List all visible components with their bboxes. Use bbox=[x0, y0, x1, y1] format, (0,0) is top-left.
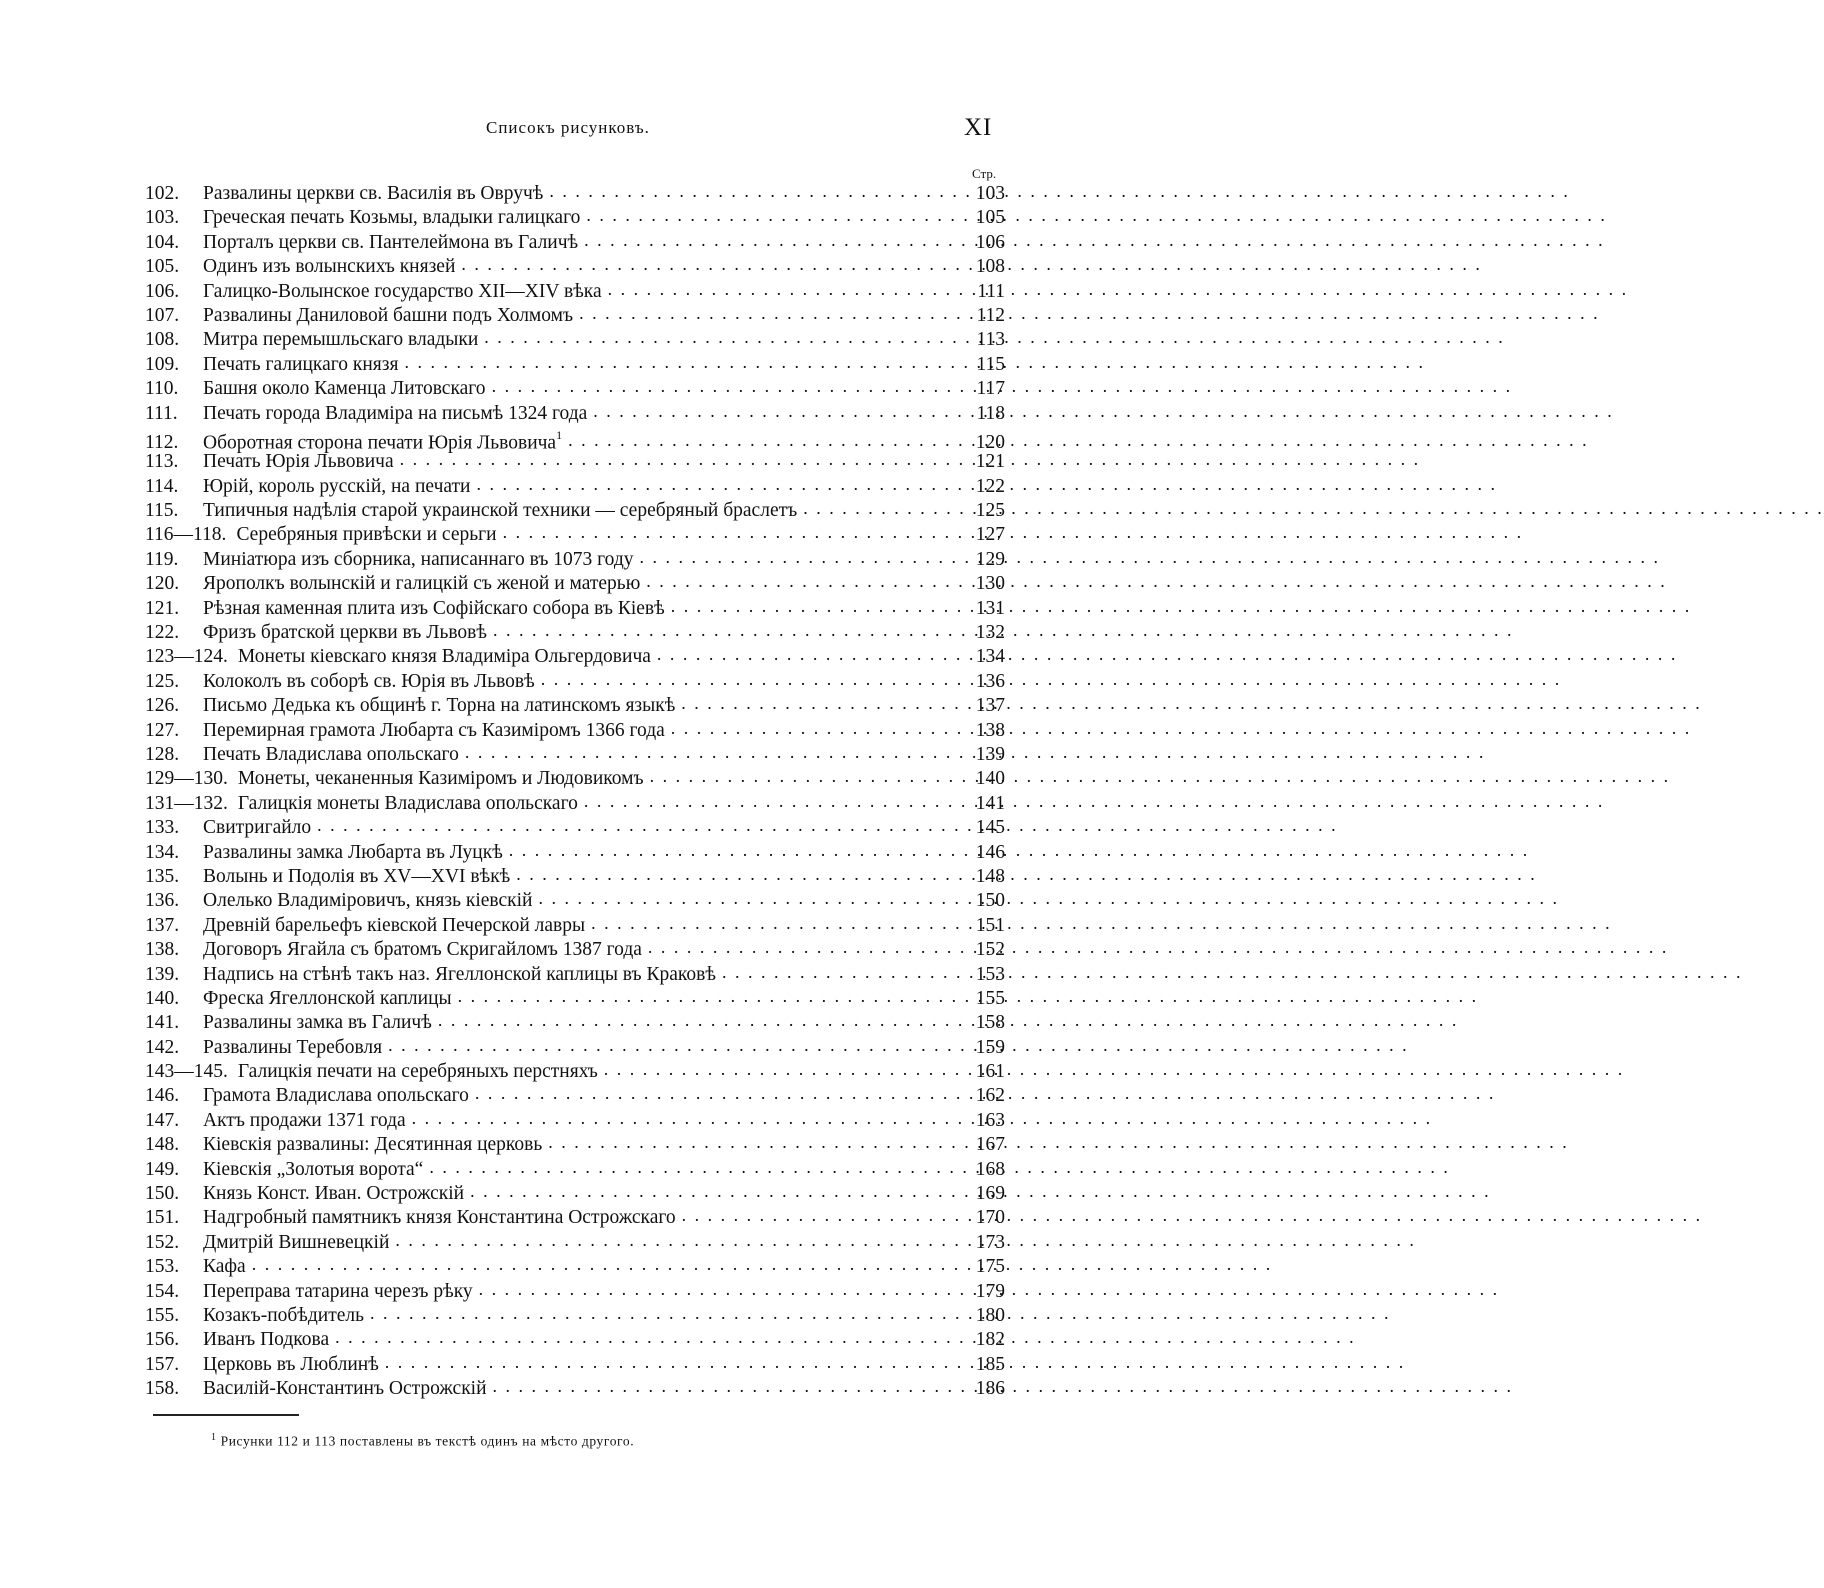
list-item bbox=[145, 596, 1005, 620]
page-ref: 120 bbox=[975, 432, 1005, 454]
footnote-rule bbox=[153, 1414, 299, 1416]
figure-title-text: Башня около Каменца Литовскаго bbox=[203, 378, 486, 400]
figure-number: 125. bbox=[145, 670, 180, 692]
page-ref: 139 bbox=[975, 743, 1005, 765]
dot-leader bbox=[657, 642, 965, 667]
page-ref: 115 bbox=[976, 353, 1005, 375]
dot-leader bbox=[470, 1179, 965, 1204]
figure-number: 122. bbox=[145, 622, 180, 644]
figure-list bbox=[145, 181, 1005, 1401]
dot-leader bbox=[671, 594, 965, 619]
page-ref: 121 bbox=[975, 451, 1005, 473]
list-item bbox=[145, 913, 1005, 937]
dot-leader bbox=[650, 764, 965, 789]
figure-number: 139. bbox=[145, 963, 180, 985]
dot-leader bbox=[335, 1325, 965, 1350]
running-head bbox=[0, 114, 1163, 144]
dot-leader bbox=[479, 1277, 965, 1302]
list-item bbox=[145, 766, 1005, 790]
figure-title-text: Кіевскія развалины: Десятинная церковь bbox=[203, 1134, 543, 1156]
figure-title bbox=[203, 255, 455, 279]
dot-leader bbox=[493, 618, 965, 643]
dot-leader bbox=[648, 935, 965, 960]
figure-number: 121. bbox=[145, 597, 180, 619]
page-ref: 169 bbox=[975, 1183, 1005, 1205]
page-ref: 179 bbox=[975, 1280, 1005, 1302]
figure-number: 109. bbox=[145, 353, 180, 375]
list-item bbox=[145, 449, 1005, 473]
figure-number: 104. bbox=[145, 231, 180, 253]
figure-title-text: Кіевскія „Золотыя ворота“ bbox=[203, 1158, 424, 1180]
figure-number: 123—124. bbox=[145, 646, 228, 668]
figure-title bbox=[203, 572, 640, 596]
page-column-header: Стр. bbox=[972, 166, 997, 181]
list-item bbox=[145, 1205, 1005, 1229]
dot-leader bbox=[412, 1106, 965, 1131]
dot-leader bbox=[509, 838, 965, 863]
figure-title bbox=[203, 694, 675, 718]
list-item bbox=[145, 1181, 1005, 1205]
page-ref: 170 bbox=[975, 1207, 1005, 1229]
figure-title-text: Греческая печать Козьмы, владыки галицкаго bbox=[203, 207, 581, 229]
dot-leader bbox=[461, 252, 965, 277]
list-item bbox=[145, 254, 1005, 278]
dot-leader bbox=[646, 569, 965, 594]
page-ref: 145 bbox=[975, 817, 1005, 839]
figure-title bbox=[203, 377, 486, 401]
figure-number: 119. bbox=[145, 548, 179, 570]
list-item bbox=[145, 1010, 1005, 1034]
page-ref: 122 bbox=[975, 475, 1005, 497]
figure-title-text: Развалины Теребовля bbox=[203, 1036, 383, 1058]
figure-title-text: Фризъ братской церкви въ Львовѣ bbox=[203, 622, 487, 644]
dot-leader bbox=[385, 1350, 965, 1375]
figure-title-text: Печать города Владиміра на письмѣ 1324 года bbox=[203, 402, 588, 424]
list-item bbox=[145, 181, 1005, 205]
figure-title bbox=[203, 1353, 379, 1377]
figure-title-text: Развалины замка Любарта въ Луцкѣ bbox=[203, 841, 503, 863]
dot-leader bbox=[803, 496, 965, 521]
dot-leader bbox=[492, 374, 965, 399]
figure-title-text: Печать галицкаго князя bbox=[203, 353, 399, 375]
figure-title bbox=[203, 206, 580, 230]
figure-number: 126. bbox=[145, 695, 180, 717]
page-ref: 152 bbox=[975, 939, 1005, 961]
figure-title-text: Надгробный памятникъ князя Константина Острожскаго bbox=[203, 1207, 676, 1229]
list-item bbox=[145, 303, 1005, 327]
figure-title bbox=[203, 841, 503, 865]
figure-number: 131—132. bbox=[145, 792, 228, 814]
dot-leader bbox=[681, 691, 965, 716]
list-item bbox=[145, 1254, 1005, 1278]
figure-title bbox=[203, 938, 642, 962]
dot-leader bbox=[317, 813, 965, 838]
page-ref: 106 bbox=[975, 231, 1005, 253]
figure-number: 140. bbox=[145, 987, 180, 1009]
list-item bbox=[145, 474, 1005, 498]
page-ref: 186 bbox=[975, 1378, 1005, 1400]
page-ref: 140 bbox=[975, 768, 1005, 790]
page-ref: 148 bbox=[975, 865, 1005, 887]
figure-title-text: Грамота Владислава опольскаго bbox=[203, 1085, 469, 1107]
list-item bbox=[145, 1035, 1005, 1059]
figure-title-text: Письмо Дедька къ общинѣ г. Торна на латинскомъ языкѣ bbox=[203, 695, 676, 717]
figure-number: 115. bbox=[145, 500, 179, 522]
page-ref: 151 bbox=[975, 914, 1005, 936]
figure-title-text: Колоколъ въ соборѣ св. Юрія въ Львовѣ bbox=[203, 670, 535, 692]
figure-number: 154. bbox=[145, 1280, 180, 1302]
dot-leader bbox=[370, 1301, 965, 1326]
dot-leader bbox=[671, 716, 965, 741]
figure-title bbox=[203, 353, 398, 377]
figure-title-text: Олелько Владиміровичъ, князь кіевскій bbox=[203, 890, 533, 912]
figure-number: 136. bbox=[145, 890, 180, 912]
figure-title-text: Галицкія монеты Владислава опольскаго bbox=[237, 792, 578, 814]
dot-leader bbox=[541, 667, 965, 692]
figure-title-text: Монеты кіевскаго князя Владиміра Ольгердовича bbox=[237, 646, 651, 668]
footnote bbox=[211, 1432, 634, 1450]
page-ref: 168 bbox=[975, 1158, 1005, 1180]
list-item bbox=[145, 425, 1005, 454]
figure-title bbox=[203, 1158, 423, 1182]
figure-title-text: Козакъ-побѣдитель bbox=[203, 1304, 365, 1326]
list-item bbox=[145, 840, 1005, 864]
list-item bbox=[145, 644, 1005, 668]
page-ref: 153 bbox=[975, 963, 1005, 985]
dot-leader bbox=[475, 1081, 965, 1106]
figure-number: 133. bbox=[145, 817, 180, 839]
figure-title-text: Галицко-Волынское государство XII—XIV вѣка bbox=[203, 280, 602, 302]
footnote-text: Рисунки 112 и 113 поставлены въ текстѣ одинъ на мѣсто другого. bbox=[220, 1433, 635, 1449]
page-ref: 182 bbox=[975, 1329, 1005, 1351]
list-item bbox=[145, 205, 1005, 229]
list-item bbox=[145, 498, 1005, 522]
figure-title bbox=[203, 1182, 464, 1206]
figure-title-text: Рѣзная каменная плита изъ Софійскаго собора въ Кіевѣ bbox=[203, 597, 665, 619]
dot-leader bbox=[586, 203, 965, 228]
figure-title bbox=[203, 914, 585, 938]
figure-title bbox=[203, 670, 535, 694]
figure-title-text: Серебряныя привѣски и серьги bbox=[236, 524, 497, 546]
figure-number: 155. bbox=[145, 1304, 180, 1326]
dot-leader bbox=[438, 1008, 965, 1033]
figure-title-text: Ярополкъ волынскій и галицкій съ женой и матерью bbox=[203, 573, 641, 595]
figure-number: 143—145. bbox=[145, 1061, 228, 1083]
page-ref: 141 bbox=[975, 792, 1005, 814]
figure-title bbox=[203, 621, 487, 645]
page-ref: 108 bbox=[975, 256, 1005, 278]
figure-number: 147. bbox=[145, 1109, 180, 1131]
figure-number: 142. bbox=[145, 1036, 180, 1058]
figure-title bbox=[203, 1377, 487, 1401]
footnote-mark: 1 bbox=[211, 1432, 217, 1443]
dot-leader bbox=[493, 1374, 965, 1399]
figure-title-text: Церковь въ Люблинѣ bbox=[203, 1353, 379, 1375]
page-ref: 175 bbox=[975, 1256, 1005, 1278]
figure-title-text: Оборотная сторона печати Юрія Львовича bbox=[203, 432, 557, 454]
figure-number: 113. bbox=[145, 451, 179, 473]
list-item bbox=[145, 547, 1005, 571]
figure-title-text: Печать Владислава опольскаго bbox=[203, 743, 459, 765]
dot-leader bbox=[252, 1252, 965, 1277]
dot-leader bbox=[579, 301, 965, 326]
page-ref: 111 bbox=[977, 280, 1005, 302]
list-item bbox=[145, 864, 1005, 888]
page-ref: 127 bbox=[975, 524, 1005, 546]
figure-title-text: Кафа bbox=[203, 1256, 246, 1278]
dot-leader bbox=[516, 862, 965, 887]
page-ref: 117 bbox=[976, 378, 1005, 400]
page-ref: 103 bbox=[975, 183, 1005, 204]
dot-leader bbox=[465, 740, 965, 765]
figure-number: 111. bbox=[145, 402, 178, 424]
dot-leader bbox=[503, 520, 965, 545]
figure-number: 156. bbox=[145, 1329, 180, 1351]
list-item bbox=[145, 230, 1005, 254]
dot-leader bbox=[640, 545, 965, 570]
figure-title bbox=[203, 987, 452, 1011]
list-item bbox=[145, 693, 1005, 717]
dot-leader bbox=[395, 1228, 965, 1253]
figure-title bbox=[203, 816, 311, 840]
figure-number: 157. bbox=[145, 1353, 180, 1375]
list-item bbox=[145, 279, 1005, 303]
dot-leader bbox=[593, 399, 965, 424]
list-item bbox=[145, 815, 1005, 839]
dot-leader bbox=[549, 179, 965, 204]
figure-title-text: Переправа татарина черезъ рѣку bbox=[203, 1280, 473, 1302]
page-ref: 137 bbox=[975, 695, 1005, 717]
figure-title-text: Василій-Константинъ Острожскій bbox=[203, 1378, 487, 1400]
figure-number: 107. bbox=[145, 304, 180, 326]
list-item bbox=[145, 669, 1005, 693]
list-item bbox=[145, 1303, 1005, 1327]
figure-title-text: Волынь и Подолія въ XV—XVI вѣкѣ bbox=[203, 865, 511, 887]
dot-leader bbox=[458, 984, 965, 1009]
list-item bbox=[145, 1132, 1005, 1156]
page-ref: 163 bbox=[975, 1109, 1005, 1131]
list-item bbox=[145, 1230, 1005, 1254]
dot-leader bbox=[477, 472, 966, 497]
page-ref: 161 bbox=[975, 1061, 1005, 1083]
page-ref: 159 bbox=[975, 1036, 1005, 1058]
dot-leader bbox=[722, 960, 965, 985]
figure-title-text: Князь Конст. Иван. Острожскій bbox=[203, 1183, 465, 1205]
list-item bbox=[145, 352, 1005, 376]
figure-title-text: Свитригайло bbox=[203, 817, 312, 839]
list-item bbox=[145, 1327, 1005, 1351]
dot-leader bbox=[484, 325, 965, 350]
figure-number: 108. bbox=[145, 329, 180, 351]
page-ref: 134 bbox=[975, 646, 1005, 668]
figure-title bbox=[203, 280, 602, 304]
list-item bbox=[145, 571, 1005, 595]
dot-leader bbox=[400, 447, 965, 472]
figure-title bbox=[203, 1036, 382, 1060]
figure-title-text: Порталъ церкви св. Пантелеймона въ Галичѣ bbox=[203, 231, 579, 253]
dot-leader bbox=[682, 1203, 965, 1228]
list-item bbox=[145, 1352, 1005, 1376]
figure-title-text: Надпись на стѣнѣ такъ наз. Ягеллонской каплицы въ Краковѣ bbox=[203, 963, 716, 985]
figure-title-text: Типичныя надѣлія старой украинской техники — серебряный браслетъ bbox=[203, 500, 798, 522]
figure-title-text: Древній барельефъ кіевской Печерской лавры bbox=[203, 914, 586, 936]
dot-leader bbox=[429, 1155, 965, 1180]
figure-number: 158. bbox=[145, 1378, 180, 1400]
dot-leader bbox=[584, 228, 965, 253]
figure-number: 151. bbox=[145, 1207, 180, 1229]
figure-title bbox=[203, 1109, 406, 1133]
figure-title-text: Одинъ изъ волынскихъ князей bbox=[203, 256, 456, 278]
page-ref: 180 bbox=[975, 1304, 1005, 1326]
figure-number: 128. bbox=[145, 743, 180, 765]
list-item bbox=[145, 620, 1005, 644]
dot-leader bbox=[608, 277, 965, 302]
figure-number: 110. bbox=[145, 378, 179, 400]
figure-number: 129—130. bbox=[145, 768, 228, 790]
list-item bbox=[145, 718, 1005, 742]
page-ref: 105 bbox=[975, 207, 1005, 229]
figure-title-text: Миніатюра изъ сборника, написаннаго въ 1073 году bbox=[203, 548, 634, 570]
figure-number: 105. bbox=[145, 256, 180, 278]
figure-number: 120. bbox=[145, 573, 180, 595]
figure-number: 150. bbox=[145, 1183, 180, 1205]
page-ref: 136 bbox=[975, 670, 1005, 692]
figure-title-text: Дмитрій Вишневецкій bbox=[203, 1231, 390, 1253]
figure-title-text: Развалины Даниловой башни подъ Холмомъ bbox=[203, 304, 574, 326]
running-title: Списокъ рисунковъ. bbox=[486, 118, 650, 137]
page-ref: 130 bbox=[975, 573, 1005, 595]
list-item bbox=[145, 327, 1005, 351]
page-number: XI bbox=[964, 114, 993, 141]
list-item bbox=[145, 401, 1005, 425]
figure-number: 112. bbox=[145, 432, 179, 454]
figure-title-text: Развалины церкви св. Василія въ Овручѣ bbox=[203, 183, 544, 204]
figure-title-text: Иванъ Подкова bbox=[203, 1329, 330, 1351]
figure-number: 135. bbox=[145, 865, 180, 887]
list-item bbox=[145, 1376, 1005, 1400]
dot-leader bbox=[591, 911, 965, 936]
figure-number: 102. bbox=[145, 183, 180, 204]
figure-title bbox=[203, 450, 394, 474]
page-ref: 113 bbox=[976, 329, 1005, 351]
list-item bbox=[145, 376, 1005, 400]
figure-number: 141. bbox=[145, 1012, 180, 1034]
list-item bbox=[145, 522, 1005, 546]
list-item bbox=[145, 1059, 1005, 1083]
figure-title-text: Печать Юрія Львовича bbox=[203, 451, 394, 473]
figure-title-text: Перемирная грамота Любарта съ Казиміромъ 1366 года bbox=[203, 719, 665, 741]
list-item bbox=[145, 888, 1005, 912]
figure-number: 137. bbox=[145, 914, 180, 936]
dot-leader bbox=[548, 1130, 965, 1155]
figure-title-text: Договоръ Ягайла съ братомъ Скригайломъ 1387 года bbox=[203, 939, 642, 961]
figure-title bbox=[203, 1255, 246, 1279]
figure-number: 148. bbox=[145, 1134, 180, 1156]
figure-title bbox=[203, 865, 510, 889]
figure-title-text: Митра перемышльскаго владыки bbox=[203, 329, 479, 351]
page-ref: 132 bbox=[975, 622, 1005, 644]
figure-title bbox=[203, 475, 471, 499]
dot-leader bbox=[388, 1033, 965, 1058]
dot-leader bbox=[538, 886, 965, 911]
list-item bbox=[145, 962, 1005, 986]
figure-number: 127. bbox=[145, 719, 180, 741]
figure-title-text: Монеты, чеканенныя Казиміромъ и Людовикомъ bbox=[237, 768, 644, 790]
figure-number: 153. bbox=[145, 1256, 180, 1278]
page-ref: 138 bbox=[975, 719, 1005, 741]
page-ref: 162 bbox=[975, 1085, 1005, 1107]
list-item bbox=[145, 1157, 1005, 1181]
page-ref: 112 bbox=[976, 304, 1005, 326]
footnote-reference: 1 bbox=[556, 427, 563, 442]
figure-title bbox=[236, 523, 496, 547]
dot-leader bbox=[404, 350, 965, 375]
page-ref: 146 bbox=[975, 841, 1005, 863]
page-ref: 155 bbox=[975, 987, 1005, 1009]
figure-title bbox=[238, 767, 644, 791]
figure-number: 138. bbox=[145, 939, 180, 961]
figure-title bbox=[203, 889, 532, 913]
figure-number: 103. bbox=[145, 207, 180, 229]
page-ref: 118 bbox=[976, 402, 1005, 424]
figure-number: 106. bbox=[145, 280, 180, 302]
list-item bbox=[145, 742, 1005, 766]
page-ref: 125 bbox=[975, 500, 1005, 522]
page-ref: 131 bbox=[975, 597, 1005, 619]
figure-number: 134. bbox=[145, 841, 180, 863]
list-item bbox=[145, 1279, 1005, 1303]
figure-title bbox=[203, 548, 634, 572]
figure-title bbox=[203, 182, 543, 206]
figure-number: 152. bbox=[145, 1231, 180, 1253]
figure-title-text: Развалины замка въ Галичѣ bbox=[203, 1012, 432, 1034]
page-ref: 158 bbox=[975, 1012, 1005, 1034]
page-ref: 173 bbox=[975, 1231, 1005, 1253]
figure-title bbox=[203, 743, 459, 767]
page-ref: 150 bbox=[975, 890, 1005, 912]
figure-number: 149. bbox=[145, 1158, 180, 1180]
list-item bbox=[145, 1083, 1005, 1107]
list-item bbox=[145, 791, 1005, 815]
figure-title bbox=[203, 1328, 329, 1352]
list-item bbox=[145, 986, 1005, 1010]
figure-number: 146. bbox=[145, 1085, 180, 1107]
figure-title-text: Юрій, король русскій, на печати bbox=[203, 475, 471, 497]
list-item bbox=[145, 937, 1005, 961]
figure-title-text: Галицкія печати на серебряныхъ перстняхъ bbox=[237, 1061, 598, 1083]
page-ref: 185 bbox=[975, 1353, 1005, 1375]
figure-number: 116—118. bbox=[145, 524, 227, 546]
page-ref: 167 bbox=[975, 1134, 1005, 1156]
dot-leader bbox=[584, 789, 965, 814]
figure-number: 114. bbox=[145, 475, 179, 497]
dot-leader bbox=[604, 1057, 965, 1082]
list-item bbox=[145, 1108, 1005, 1132]
figure-title bbox=[203, 402, 587, 426]
figure-title-text: Актъ продажи 1371 года bbox=[203, 1109, 406, 1131]
page-ref: 129 bbox=[975, 548, 1005, 570]
figure-title-text: Фреска Ягеллонской каплицы bbox=[203, 987, 452, 1009]
